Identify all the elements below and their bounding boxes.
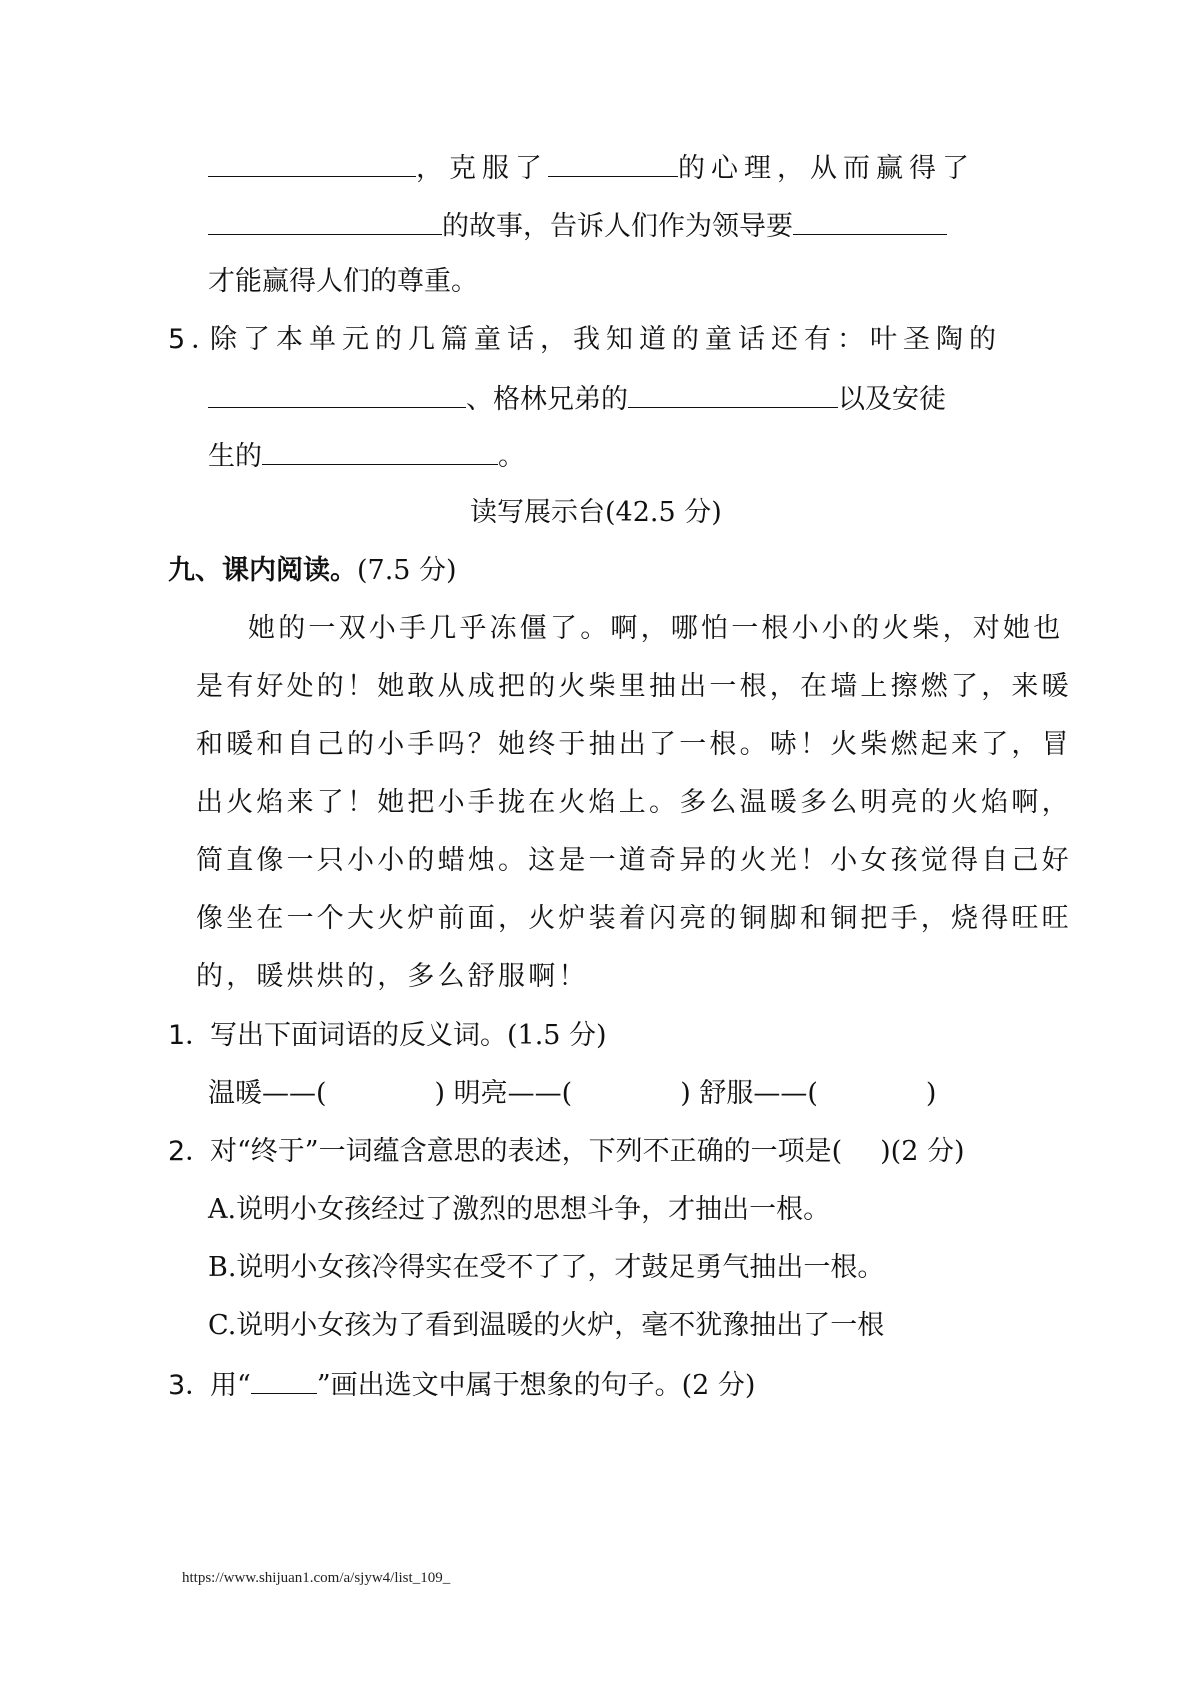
q4-text: 的故事，告诉人们作为领导要: [442, 211, 793, 242]
passage-line-3: 和暖和自己的小手吗？她终于抽出了一根。哧！火柴燃起来了，冒: [196, 729, 1072, 760]
q1-question: [168, 1019, 607, 1053]
answer-blank[interactable]: [628, 381, 838, 408]
q1-answers: [208, 1077, 936, 1111]
q5-text: 除了本单元的几篇童话，我知道的童话还有：叶圣陶的: [210, 324, 1002, 355]
q4-line-1: [208, 150, 975, 186]
passage-line-5: 简直像一只小小的蜡烛。这是一道奇异的火光！小女孩觉得自己好: [196, 845, 1072, 876]
passage-line-7: 的，暖烘烘的，多么舒服啊！: [196, 961, 589, 992]
q1-word-3: ) 舒服——(: [680, 1078, 818, 1109]
answer-blank[interactable]: [208, 208, 442, 235]
q5-line-3: [208, 438, 525, 474]
q3-text: ”画出选文中属于想象的句子。(2 分): [316, 1370, 756, 1401]
q5-text: 以及安徒: [838, 384, 946, 415]
q5-text: 。: [498, 441, 525, 472]
q3-question: [168, 1367, 755, 1403]
q1-word-1: 温暖——(: [208, 1078, 327, 1109]
q4-text: ，克服了: [416, 153, 548, 184]
answer-blank[interactable]: [262, 438, 498, 465]
q5-text: 、格林兄弟的: [466, 384, 628, 415]
answer-blank[interactable]: [208, 381, 466, 408]
q5-text: 生的: [208, 441, 262, 472]
section-9-title: 九、课内阅读。: [168, 555, 357, 586]
answer-blank[interactable]: [548, 150, 678, 177]
q1-text: 写出下面词语的反义词。(1.5 分): [210, 1020, 607, 1051]
q4-text: 的心理，从而赢得了: [678, 153, 975, 184]
section-title: 读写展示台(42.5 分): [470, 497, 722, 528]
q5-line-1: [168, 323, 1002, 357]
passage-line-2: 是有好处的！她敢从成把的火柴里抽出一根，在墙上擦燃了，来暖: [196, 671, 1072, 702]
answer-blank[interactable]: [793, 208, 947, 235]
q2-number: 2．: [168, 1136, 213, 1167]
q2-option-b[interactable]: B.说明小女孩冷得实在受不了了，才鼓足勇气抽出一根。: [208, 1252, 885, 1283]
q5-number: 5．: [168, 324, 225, 355]
q2-question: [168, 1135, 965, 1169]
q3-number: 3．: [168, 1370, 213, 1401]
passage-line-6: 像坐在一个大火炉前面，火炉装着闪亮的铜脚和铜把手，烧得旺旺: [196, 903, 1072, 934]
section-9-heading: [168, 554, 457, 588]
q1-word-2: ) 明亮——(: [434, 1078, 573, 1109]
section-9-score: (7.5 分): [357, 555, 457, 586]
q2-score: )(2 分): [880, 1136, 965, 1167]
q2-option-c[interactable]: C.说明小女孩为了看到温暖的火炉，毫不犹豫抽出了一根: [208, 1310, 885, 1341]
footer-url[interactable]: https://www.shijuan1.com/a/sjyw4/list_109_: [182, 1570, 451, 1586]
q1-close-paren: ): [925, 1078, 937, 1109]
q2-option-a[interactable]: A.说明小女孩经过了激烈的思想斗争，才抽出一根。: [208, 1194, 831, 1225]
passage-line-4: 出火焰来了！她把小手拢在火焰上。多么温暖多么明亮的火焰啊，: [196, 787, 1072, 818]
q3-text: 用“: [210, 1370, 251, 1401]
answer-blank[interactable]: [208, 150, 416, 177]
q4-line-2: [208, 208, 947, 244]
passage-line-1: 她的一双小手几乎冻僵了。啊，哪怕一根小小的火柴，对她也: [248, 613, 1064, 644]
q1-number: 1．: [168, 1020, 213, 1051]
q4-line-3: 才能赢得人们的尊重。: [208, 266, 478, 297]
underline-sample: [251, 1367, 317, 1394]
q5-line-2: [208, 381, 946, 417]
q2-text: 对“终于”一词蕴含意思的表述，下列不正确的一项是(: [210, 1136, 843, 1167]
